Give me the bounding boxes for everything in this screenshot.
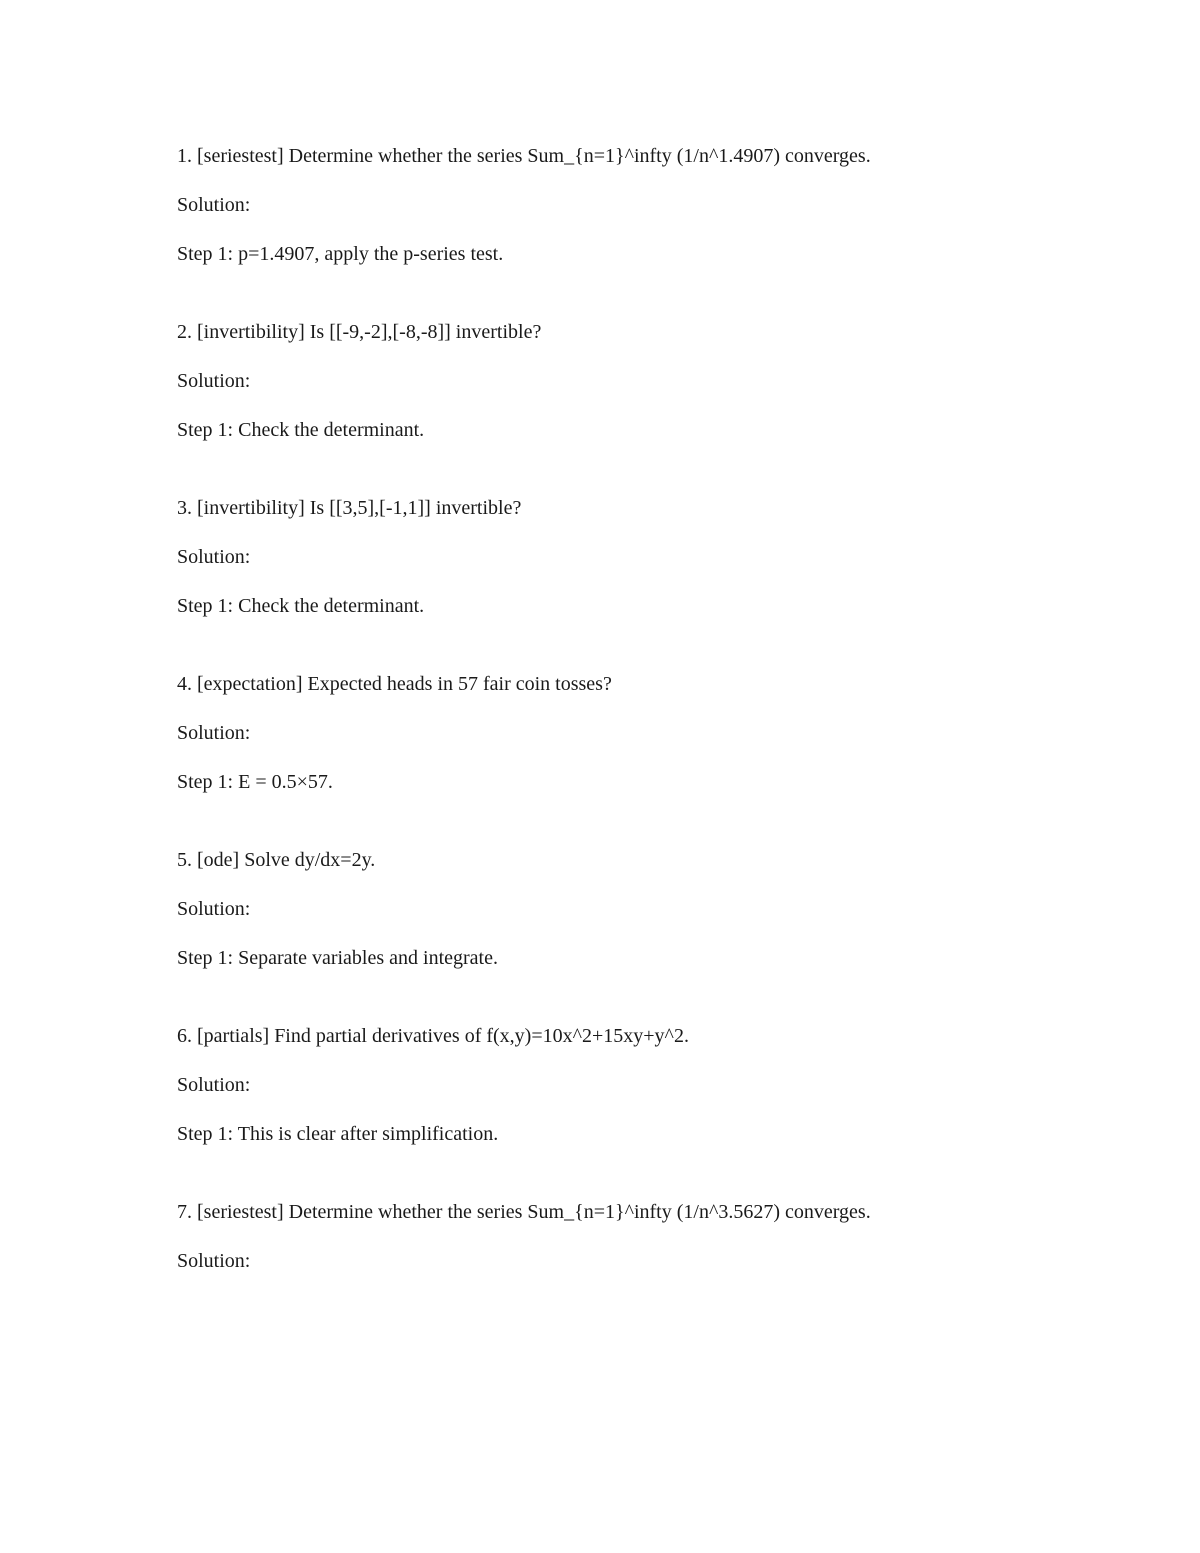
problem-question: 2. [invertibility] Is [[-9,-2],[-8,-8]] invertible? [177, 321, 542, 343]
problem-item [177, 317, 1117, 445]
problem-question: 4. [expectation] Expected heads in 57 fair coin tosses? [177, 673, 612, 695]
solution-label: Solution: [177, 722, 251, 744]
solution-label: Solution: [177, 1250, 251, 1272]
solution-label: Solution: [177, 370, 251, 392]
problem-item [177, 1197, 1117, 1276]
solution-step: Step 1: Separate variables and integrate. [177, 947, 498, 969]
solution-step: Step 1: Check the determinant. [177, 595, 425, 617]
problem-question: 5. [ode] Solve dy/dx=2y. [177, 849, 376, 871]
solution-step: Step 1: E = 0.5×57. [177, 771, 333, 793]
problem-item [177, 141, 1117, 269]
solution-label: Solution: [177, 546, 251, 568]
solution-step: Step 1: This is clear after simplification. [177, 1123, 499, 1145]
solution-step: Step 1: p=1.4907, apply the p-series test. [177, 243, 504, 265]
solution-label: Solution: [177, 898, 251, 920]
problem-question: 6. [partials] Find partial derivatives of f(x,y)=10x^2+15xy+y^2. [177, 1025, 689, 1047]
problem-item [177, 669, 1117, 797]
problem-list [177, 141, 1117, 1324]
problem-item [177, 1021, 1117, 1149]
solution-label: Solution: [177, 1074, 251, 1096]
problem-item [177, 493, 1117, 621]
problem-question: 1. [seriestest] Determine whether the series Sum_{n=1}^infty (1/n^1.4907) converges. [177, 145, 871, 167]
problem-item [177, 845, 1117, 973]
solution-step: Step 1: Check the determinant. [177, 419, 425, 441]
problem-question: 3. [invertibility] Is [[3,5],[-1,1]] invertible? [177, 497, 522, 519]
solution-label: Solution: [177, 194, 251, 216]
problem-question: 7. [seriestest] Determine whether the series Sum_{n=1}^infty (1/n^3.5627) converges. [177, 1201, 871, 1223]
